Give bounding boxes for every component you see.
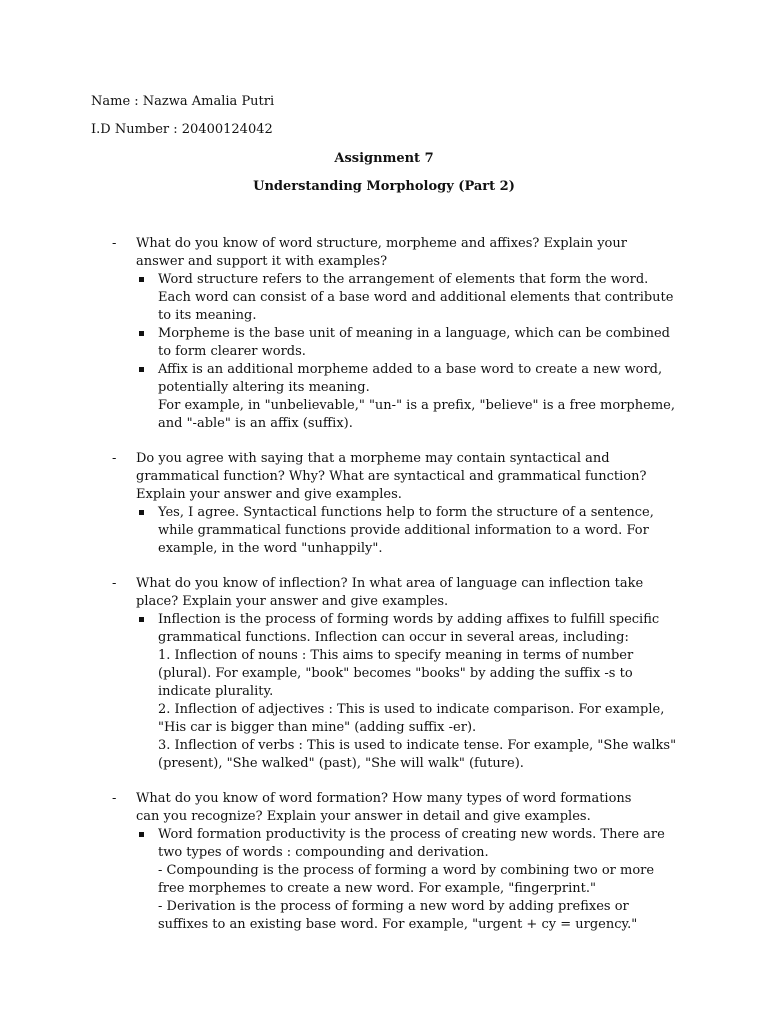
answer-item: [0, 361, 768, 433]
question-text: What do you know of word structure, morpheme and affixes? Explain your answer and support it with examples?: [136, 236, 627, 269]
answer-item: [0, 325, 768, 361]
student-id: I.D Number : 20400124042: [91, 122, 273, 137]
topic-title: Understanding Morphology (Part 2): [253, 179, 515, 194]
question-text: What do you know of inflection? In what area of language can inflection take place? Explain your answer and give examples.: [136, 576, 644, 609]
answer-body: [158, 504, 678, 558]
question-item: [0, 575, 768, 773]
square-bullet-icon: [139, 510, 144, 515]
answer-line: Yes, I agree. Syntactical functions help to form the structure of a sentence, while grammatical functions provide additional information to a word. For example, in the word "unhappily".: [158, 505, 654, 556]
question-dash: -: [112, 791, 117, 806]
answer-line: Morpheme is the base unit of meaning in a language, which can be combined to form clearer words.: [158, 326, 670, 359]
square-bullet-icon: [139, 331, 144, 336]
question-item: [0, 450, 768, 558]
answer-item: [0, 826, 768, 934]
answer-body: [158, 611, 678, 773]
question-dash: -: [112, 236, 117, 251]
answer-line: Word structure refers to the arrangement of elements that form the word. Each word can consist of a base word and additional elements that contribute to its meaning.: [158, 272, 674, 323]
answer-body: [158, 325, 678, 361]
answer-list: [0, 826, 768, 934]
answer-list: [0, 611, 768, 773]
answer-list: [0, 271, 768, 433]
answer-line: Affix is an additional morpheme added to a base word to create a new word, potentially altering its meaning.: [158, 362, 663, 395]
answer-line: 1. Inflection of nouns : This aims to specify meaning in terms of number (plural). For example, "book" becomes "books" by adding the suffix -s to indicate plurality.: [158, 648, 634, 699]
answer-body: [158, 271, 678, 325]
student-name: Name : Nazwa Amalia Putri: [91, 94, 275, 109]
square-bullet-icon: [139, 617, 144, 622]
answer-item: [0, 611, 768, 773]
square-bullet-icon: [139, 832, 144, 837]
answer-body: [158, 361, 678, 433]
question-dash: -: [112, 576, 117, 591]
answer-line: Word formation productivity is the process of creating new words. There are two types of words : compounding and derivation.: [158, 827, 665, 860]
answer-item: [0, 271, 768, 325]
question-text: Do you agree with saying that a morpheme may contain syntactical and grammatical function? Why? What are syntactical and grammatical function? Explain your answer and give examples.: [136, 451, 647, 502]
square-bullet-icon: [139, 367, 144, 372]
answer-line: Inflection is the process of forming words by adding affixes to fulfill specific grammatical functions. Inflection can occur in several areas, including:: [158, 612, 660, 645]
question-item: [0, 235, 768, 433]
answer-line: 3. Inflection of verbs : This is used to indicate tense. For example, "She walks" (present), "She walked" (past), "She will walk" (future).: [158, 738, 677, 771]
answer-item: [0, 504, 768, 558]
answer-line: - Compounding is the process of forming a word by combining two or more free morphemes to create a new word. For example, "fingerprint.": [158, 863, 655, 896]
question-item: [0, 790, 768, 934]
question-dash: -: [112, 451, 117, 466]
answer-line: For example, in "unbelievable," "un-" is a prefix, "believe" is a free morpheme, and "-able" is an affix (suffix).: [158, 398, 675, 431]
question-list: [0, 235, 768, 951]
square-bullet-icon: [139, 277, 144, 282]
answer-line: 2. Inflection of adjectives : This is used to indicate comparison. For example, "His car is bigger than mine" (adding suffix -er).: [158, 702, 665, 735]
answer-line: - Derivation is the process of forming a new word by adding prefixes or suffixes to an existing base word. For example, "urgent + cy = urgency.": [158, 899, 638, 932]
question-text: What do you know of word formation? How many types of word formations can you recognize? Explain your answer in detail and give examples.: [136, 791, 632, 824]
assignment-title: Assignment 7: [334, 151, 434, 166]
answer-list: [0, 504, 768, 558]
answer-body: [158, 826, 678, 934]
